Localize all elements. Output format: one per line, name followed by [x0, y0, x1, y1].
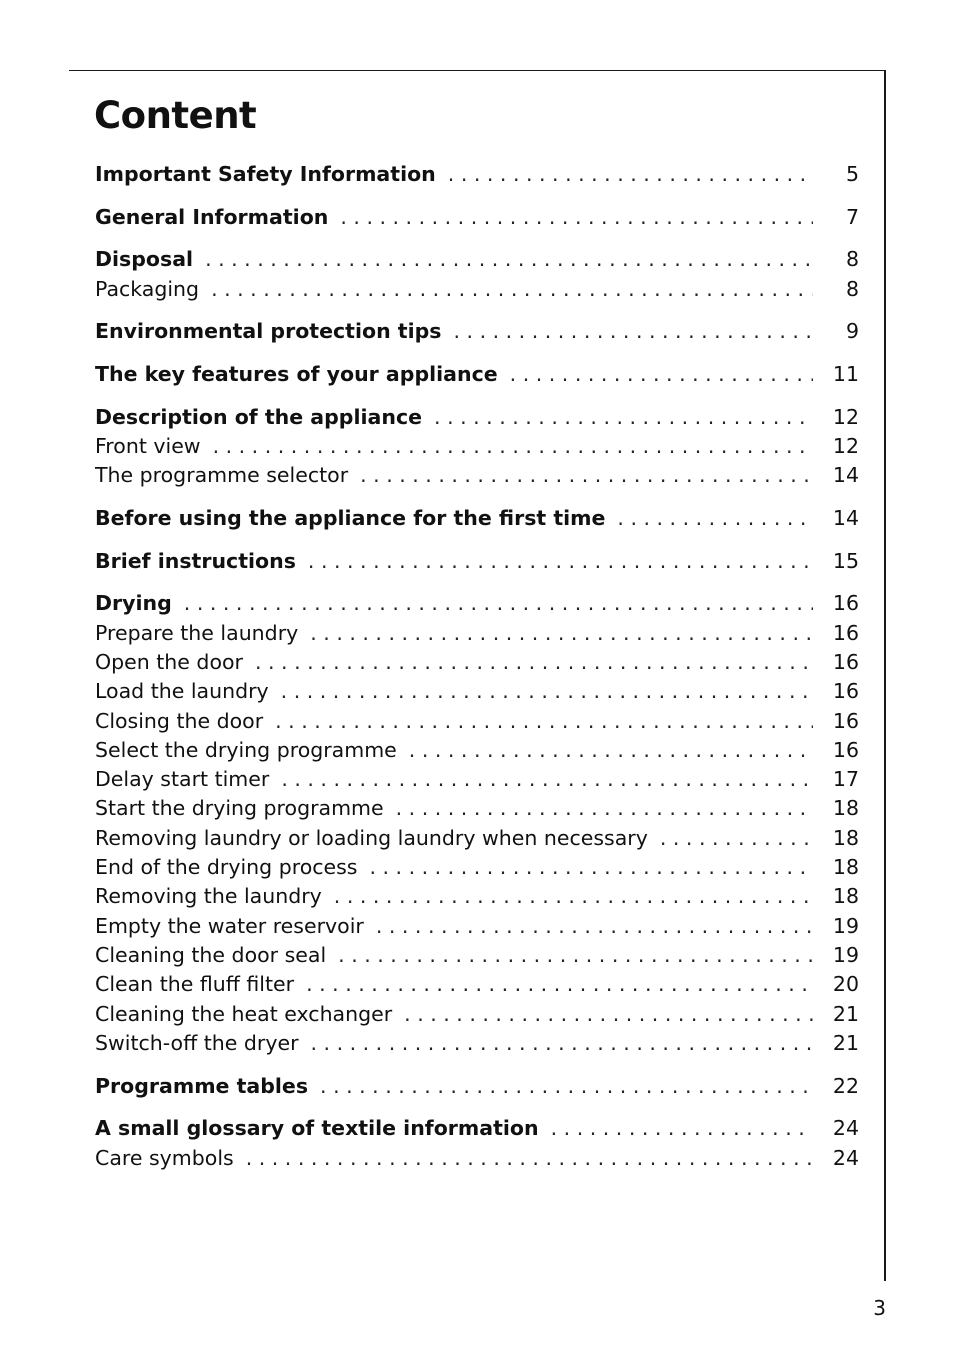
toc-section-entry	[95, 317, 859, 346]
toc-sub-entry	[95, 912, 859, 941]
toc-entry-page: 16	[832, 620, 859, 645]
dot-leader	[340, 203, 813, 232]
toc-entry-label: Removing laundry or loading laundry when necessary	[95, 825, 648, 850]
toc-entry-label: Prepare the laundry	[95, 620, 299, 645]
toc-entry-page: 8	[845, 247, 859, 272]
toc-entry-label: Front view	[95, 434, 201, 459]
page-title: Content	[94, 94, 257, 137]
dot-leader	[338, 941, 813, 970]
dot-leader	[369, 853, 813, 882]
dot-leader	[454, 317, 814, 346]
toc-entry-label: Brief instructions	[95, 548, 296, 573]
toc-sub-entry	[95, 970, 859, 999]
toc-entry-label: A small glossary of textile information	[95, 1116, 539, 1141]
dot-leader	[246, 1144, 813, 1173]
toc-entry-label: Programme tables	[95, 1073, 309, 1098]
toc-entry-label: The programme selector	[95, 463, 349, 488]
toc-section-entry	[95, 1114, 859, 1143]
toc-sub-entry	[95, 1000, 859, 1029]
toc-sub-entry	[95, 794, 859, 823]
toc-entry-page: 9	[845, 319, 859, 344]
dot-leader	[275, 707, 813, 736]
toc-entry-page: 21	[832, 1030, 859, 1055]
toc-sub-entry	[95, 853, 859, 882]
dot-leader	[211, 275, 813, 304]
dot-leader	[281, 677, 813, 706]
dot-leader	[310, 619, 813, 648]
toc-entry-label: Drying	[95, 591, 172, 616]
dot-leader	[311, 1029, 813, 1058]
toc-entry-page: 19	[832, 942, 859, 967]
toc-entry-label: Clean the fluff filter	[95, 972, 295, 997]
toc-section-entry	[95, 547, 859, 576]
toc-entry-page: 15	[832, 548, 859, 573]
toc-entry-label: Start the drying programme	[95, 796, 384, 821]
toc-entry-label: The key features of your appliance	[95, 362, 498, 387]
dot-leader	[510, 360, 813, 389]
dot-leader	[205, 245, 813, 274]
toc-sub-entry	[95, 1029, 859, 1058]
toc-entry-page: 5	[845, 162, 859, 186]
toc-entry-label: Select the drying programme	[95, 737, 397, 762]
toc-entry-page: 8	[845, 276, 859, 301]
toc-entry-page: 24	[832, 1145, 859, 1170]
toc-entry-page: 19	[832, 913, 859, 938]
toc-entry-label: Important Safety Information	[95, 162, 436, 186]
toc-section-entry	[95, 1072, 859, 1101]
toc-entry-label: End of the drying process	[95, 855, 358, 880]
toc-sub-entry	[95, 824, 859, 853]
toc-entry-label: Description of the appliance	[95, 404, 423, 429]
dot-leader	[334, 882, 813, 911]
dot-leader	[213, 432, 813, 461]
toc-entry-label: Before using the appliance for the first time	[95, 506, 606, 531]
toc-entry-label: Care symbols	[95, 1145, 234, 1170]
toc-sub-entry	[95, 765, 859, 794]
toc-sub-entry	[95, 461, 859, 490]
toc-entry-page: 17	[832, 767, 859, 792]
toc-entry-page: 7	[845, 204, 859, 229]
toc-entry-page: 12	[832, 434, 859, 459]
toc-entry-label: Removing the laundry	[95, 884, 322, 909]
toc-entry-label: Disposal	[95, 247, 194, 272]
toc-entry-page: 14	[832, 463, 859, 488]
toc-entry-page: 18	[832, 796, 859, 821]
toc-entry-label: Switch-off the dryer	[95, 1030, 299, 1055]
toc-entry-label: Packaging	[95, 276, 200, 301]
dot-leader	[255, 648, 813, 677]
toc-entry-label: Environmental protection tips	[95, 319, 442, 344]
toc-entry-page: 16	[832, 649, 859, 674]
toc-entry-page: 16	[832, 708, 859, 733]
toc-entry-page: 16	[832, 737, 859, 762]
toc-entry-page: 18	[832, 825, 859, 850]
page-number: 3	[873, 1296, 886, 1320]
toc-sub-entry	[95, 648, 859, 677]
toc-sub-entry	[95, 619, 859, 648]
toc-entry-label: Cleaning the heat exchanger	[95, 1001, 393, 1026]
toc-entry-page: 24	[832, 1116, 859, 1141]
toc-entry-label: Empty the water reservoir	[95, 913, 364, 938]
dot-leader	[448, 160, 813, 189]
toc-entry-page: 20	[832, 972, 859, 997]
toc-entry-label: Delay start timer	[95, 767, 270, 792]
toc-section-entry	[95, 245, 859, 274]
dot-leader	[434, 403, 813, 432]
right-rule	[884, 70, 886, 1281]
dot-leader	[551, 1114, 813, 1143]
toc-section-entry	[95, 203, 859, 232]
toc-entry-page: 16	[832, 679, 859, 704]
dot-leader	[308, 547, 813, 576]
toc-sub-entry	[95, 707, 859, 736]
toc-entry-page: 11	[832, 362, 859, 387]
toc-entry-page: 18	[832, 855, 859, 880]
toc-sub-entry	[95, 275, 859, 304]
dot-leader	[396, 794, 813, 823]
toc-sub-entry	[95, 432, 859, 461]
toc-entry-page: 22	[832, 1073, 859, 1098]
dot-leader	[404, 1000, 813, 1029]
toc-entry-label: Cleaning the door seal	[95, 942, 327, 967]
toc-entry-label: Load the laundry	[95, 679, 269, 704]
toc-section-entry	[95, 589, 859, 618]
dot-leader	[320, 1072, 813, 1101]
dot-leader	[306, 970, 813, 999]
toc-section-entry	[95, 360, 859, 389]
dot-leader	[281, 765, 813, 794]
toc-entry-page: 21	[832, 1001, 859, 1026]
toc-entry-page: 16	[832, 591, 859, 616]
toc-sub-entry	[95, 941, 859, 970]
toc-entry-page: 14	[832, 506, 859, 531]
toc-sub-entry	[95, 677, 859, 706]
dot-leader	[660, 824, 813, 853]
toc-entry-label: General Information	[95, 204, 329, 229]
dot-leader	[184, 589, 813, 618]
toc-section-entry	[95, 403, 859, 432]
dot-leader	[376, 912, 813, 941]
top-rule	[69, 70, 886, 71]
toc-section-entry	[95, 160, 859, 189]
dot-leader	[360, 461, 813, 490]
toc-entry-label: Closing the door	[95, 708, 264, 733]
toc-entry-label: Open the door	[95, 649, 243, 674]
toc-entry-page: 18	[832, 884, 859, 909]
toc-sub-entry	[95, 1144, 859, 1173]
toc-entry-page: 12	[832, 404, 859, 429]
dot-leader	[409, 736, 813, 765]
toc-section-entry	[95, 504, 859, 533]
toc-sub-entry	[95, 882, 859, 911]
toc-sub-entry	[95, 736, 859, 765]
table-of-contents	[95, 160, 859, 1173]
dot-leader	[617, 504, 813, 533]
